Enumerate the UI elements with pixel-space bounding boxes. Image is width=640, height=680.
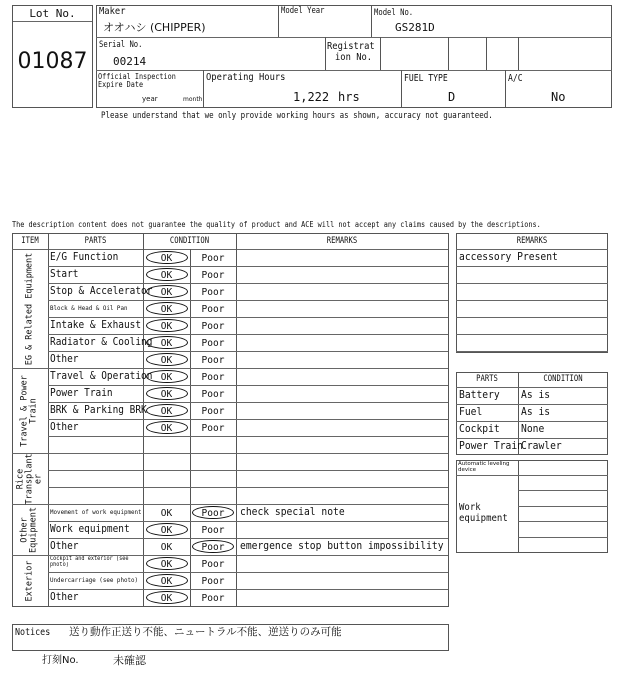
poor-option[interactable]: Poor xyxy=(201,559,225,570)
part-name: Undercarriage (see photo) xyxy=(50,576,139,584)
stamp-label: 打刻No. xyxy=(42,655,79,666)
hours-label: Operating Hours xyxy=(206,72,286,83)
ok-selected-circle xyxy=(146,421,188,434)
table-row xyxy=(48,266,448,283)
poor-option[interactable]: Poor xyxy=(201,406,225,417)
side-remarks-header: REMARKS xyxy=(516,236,548,246)
maker-label: Maker xyxy=(99,6,126,17)
header-item: ITEM xyxy=(21,236,39,246)
ok-option[interactable]: OK xyxy=(160,304,173,315)
notices-label: Notices xyxy=(15,627,51,638)
inspection-label-2: Expire Date xyxy=(98,80,144,89)
work-equipment-label-1: Work xyxy=(459,502,481,513)
lot-number: 01087 xyxy=(17,49,88,74)
table-row xyxy=(48,385,448,402)
group-label: Train xyxy=(28,397,39,424)
ok-option[interactable]: OK xyxy=(160,372,173,383)
inspection-month-label: month xyxy=(183,96,203,103)
poor-option[interactable]: Poor xyxy=(201,525,225,536)
registration-label-2: ion No. xyxy=(335,52,373,63)
ok-option[interactable]: OK xyxy=(160,253,173,264)
ok-selected-circle xyxy=(146,574,188,587)
poor-option[interactable]: Poor xyxy=(201,355,225,366)
ok-option[interactable]: OK xyxy=(160,525,173,536)
ok-option[interactable]: OK xyxy=(160,321,173,332)
group-label: er xyxy=(33,473,43,484)
ok-selected-circle xyxy=(146,370,188,383)
part-name: Block & Head & Oil Pan xyxy=(50,304,128,312)
fuel-type-label: FUEL TYPE xyxy=(404,73,448,84)
table-row xyxy=(48,351,448,368)
table-row xyxy=(48,504,448,521)
part-name: Movement of work equipment xyxy=(50,508,142,516)
ac-value: No xyxy=(551,90,566,104)
ok-option[interactable]: OK xyxy=(160,338,173,349)
ok-selected-circle xyxy=(146,591,188,604)
registration-label-1: Registrat xyxy=(327,41,375,52)
side-part-name: Cockpit xyxy=(459,423,500,435)
poor-option[interactable]: Poor xyxy=(201,270,225,281)
table-row xyxy=(48,283,448,300)
model-no-label: Model No. xyxy=(374,8,414,18)
ok-option[interactable]: OK xyxy=(160,389,173,400)
table-row xyxy=(48,589,448,606)
poor-option[interactable]: Poor xyxy=(201,576,225,587)
side-part-name: Fuel xyxy=(459,406,483,418)
poor-option[interactable]: Poor xyxy=(201,321,225,332)
header-parts: PARTS xyxy=(84,236,107,246)
side-part-condition: None xyxy=(521,423,545,435)
part-name: Stop & Accelerator xyxy=(50,285,153,297)
table-row xyxy=(48,334,448,351)
side-part-condition: Crawler xyxy=(521,440,562,452)
header-remarks: REMARKS xyxy=(326,236,358,246)
table-row xyxy=(48,402,448,419)
poor-option[interactable]: Poor xyxy=(201,372,225,383)
ok-selected-circle xyxy=(146,336,188,349)
leveling-device-label-1: Automatic leveling xyxy=(458,461,510,467)
poor-option[interactable]: Poor xyxy=(201,338,225,349)
lot-label: Lot No. xyxy=(29,7,76,20)
poor-option[interactable]: Poor xyxy=(201,304,225,315)
table-row xyxy=(48,453,448,470)
ok-selected-circle xyxy=(146,523,188,536)
side-parts-header: PARTS xyxy=(476,374,498,384)
table-row xyxy=(48,249,448,266)
poor-option[interactable]: Poor xyxy=(201,253,225,264)
part-name: Start xyxy=(50,268,79,280)
hours-value: 1,222 xyxy=(293,90,330,104)
header-condition: CONDITION xyxy=(169,236,210,246)
lot-box xyxy=(12,5,93,108)
poor-option[interactable]: Poor xyxy=(201,542,225,553)
poor-option[interactable]: Poor xyxy=(201,389,225,400)
group-label: EG & Related Equipment xyxy=(24,252,34,365)
stamp-value: 未確認 xyxy=(113,654,146,667)
ok-selected-circle xyxy=(146,319,188,332)
part-name: Other xyxy=(50,540,79,552)
part-name: Other xyxy=(50,353,79,365)
part-name: E/G Function xyxy=(50,251,119,263)
hours-unit: hrs xyxy=(338,90,360,104)
ok-selected-circle xyxy=(146,404,188,417)
remarks-text: emergence stop button impossibility xyxy=(240,540,444,552)
part-name: Cockpit and exterior (see xyxy=(50,556,129,562)
part-name: BRK & Parking BRK xyxy=(50,404,147,416)
ok-selected-circle xyxy=(146,285,188,298)
ok-option[interactable]: OK xyxy=(160,593,173,604)
side-part-name: Power Train xyxy=(459,440,523,452)
group-label: Exterior xyxy=(24,560,34,601)
poor-option[interactable]: Poor xyxy=(201,593,225,604)
serial-value: 00214 xyxy=(113,55,147,68)
ok-option[interactable]: OK xyxy=(160,423,173,434)
table-row xyxy=(48,317,448,334)
model-year-label: Model Year xyxy=(281,6,325,16)
condition-table-frame xyxy=(12,233,449,607)
side-part-name: Battery xyxy=(459,389,500,401)
table-row xyxy=(48,487,448,504)
part-name: Other xyxy=(50,591,79,603)
leveling-device-label-2: device xyxy=(458,467,477,473)
table-row xyxy=(48,419,448,436)
group-label: Transplant xyxy=(24,452,34,504)
ok-option[interactable]: OK xyxy=(160,542,173,553)
poor-option[interactable]: Poor xyxy=(201,423,225,434)
group-label: Equipment xyxy=(28,506,39,553)
ok-selected-circle xyxy=(146,268,188,281)
part-name: Intake & Exhaust xyxy=(50,319,142,331)
poor-option[interactable]: Poor xyxy=(201,287,225,298)
ok-option[interactable]: OK xyxy=(160,287,173,298)
side-condition-header: CONDITION xyxy=(543,374,583,384)
part-name: Travel & Operation xyxy=(50,370,153,382)
table-row xyxy=(48,521,448,538)
remarks-text: check special note xyxy=(240,506,345,518)
work-equipment-label-2: equipment xyxy=(459,513,508,524)
group-label: Rice xyxy=(15,468,25,489)
ok-option[interactable]: OK xyxy=(160,576,173,587)
table-row xyxy=(48,436,448,453)
group-label: Other xyxy=(19,516,30,543)
group-label: Travel & Power xyxy=(19,374,30,447)
table-row xyxy=(48,572,448,589)
poor-option[interactable]: Poor xyxy=(201,508,225,519)
inspection-year-label: year xyxy=(142,95,158,103)
maker-value: オオハシ (CHIPPER) xyxy=(103,21,206,34)
table-row xyxy=(48,555,448,572)
ok-selected-circle xyxy=(146,251,188,264)
side-remarks-line: accessory Present xyxy=(459,251,558,263)
table-row xyxy=(48,538,448,555)
poor-selected-circle xyxy=(192,540,234,553)
side-part-condition: As is xyxy=(521,389,551,401)
side-part-condition: As is xyxy=(521,406,551,418)
ok-option[interactable]: OK xyxy=(160,355,173,366)
ok-selected-circle xyxy=(146,387,188,400)
part-name: Radiator & Cooling xyxy=(50,336,153,348)
part-name: Other xyxy=(50,421,79,433)
ok-selected-circle xyxy=(146,302,188,315)
fuel-type-value: D xyxy=(448,90,456,104)
notices-text: 送り動作正送り不能、ニュートラル不能、逆送りのみ可能 xyxy=(69,626,342,638)
ok-option[interactable]: OK xyxy=(160,508,173,519)
table-row xyxy=(48,300,448,317)
part-name-cont: photo) xyxy=(50,562,69,568)
hours-disclaimer: Please understand that we only provide working hours as shown, accuracy not guaranteed. xyxy=(101,111,493,121)
table-row xyxy=(48,368,448,385)
description-disclaimer: The description content does not guarantee the quality of product and ACE will not accept any claims caused by the descriptions. xyxy=(12,220,541,229)
table-row xyxy=(48,470,448,487)
part-name: Work equipment xyxy=(50,523,130,535)
model-no-value: GS281D xyxy=(395,21,435,34)
ok-option[interactable]: OK xyxy=(160,270,173,281)
ac-label: A/C xyxy=(508,73,523,84)
ok-option[interactable]: OK xyxy=(160,559,173,570)
poor-selected-circle xyxy=(192,506,234,519)
serial-label: Serial No. xyxy=(99,40,143,50)
ok-option[interactable]: OK xyxy=(160,406,173,417)
inspection-label-1: Official Inspection xyxy=(98,72,176,81)
ok-selected-circle xyxy=(146,353,188,366)
part-name: Power Train xyxy=(50,387,113,399)
ok-selected-circle xyxy=(146,557,188,570)
